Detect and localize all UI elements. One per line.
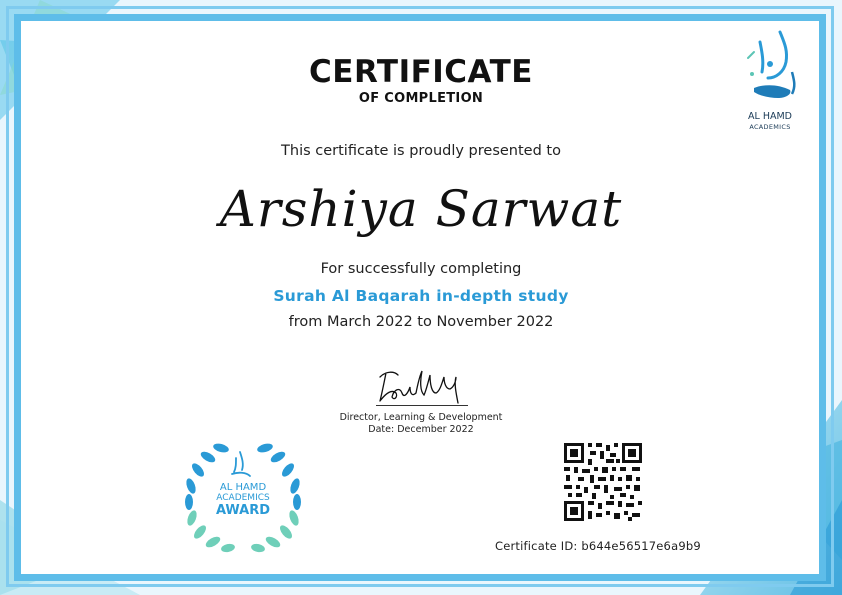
award-line3: AWARD: [215, 503, 271, 518]
logo-name-line2: ACADEMICS: [749, 123, 791, 131]
recipient-name: Arshiya Sarwat: [219, 180, 623, 238]
qr-code[interactable]: [562, 441, 644, 523]
certificate-subtitle: OF COMPLETION: [358, 91, 484, 106]
award-line2: ACADEMICS: [216, 493, 270, 503]
certificate-title: CERTIFICATE: [309, 54, 533, 90]
signature-line: [376, 405, 468, 406]
signatory-title: Director, Learning & Development: [339, 412, 503, 423]
completing-text: For successfully completing: [320, 261, 522, 277]
award-badge: [178, 430, 308, 555]
signature-date: Date: December 2022: [368, 424, 474, 435]
certificate-id: Certificate ID: b644e56517e6a9b9: [495, 539, 701, 553]
course-name: Surah Al Baqarah in-depth study: [273, 287, 569, 305]
logo-name-line1: AL HAMD: [748, 111, 792, 122]
director-signature: [372, 363, 472, 407]
presented-text: This certificate is proudly presented to: [281, 143, 561, 159]
period-text: from March 2022 to November 2022: [288, 314, 554, 330]
award-line1: AL HAMD: [219, 482, 267, 493]
